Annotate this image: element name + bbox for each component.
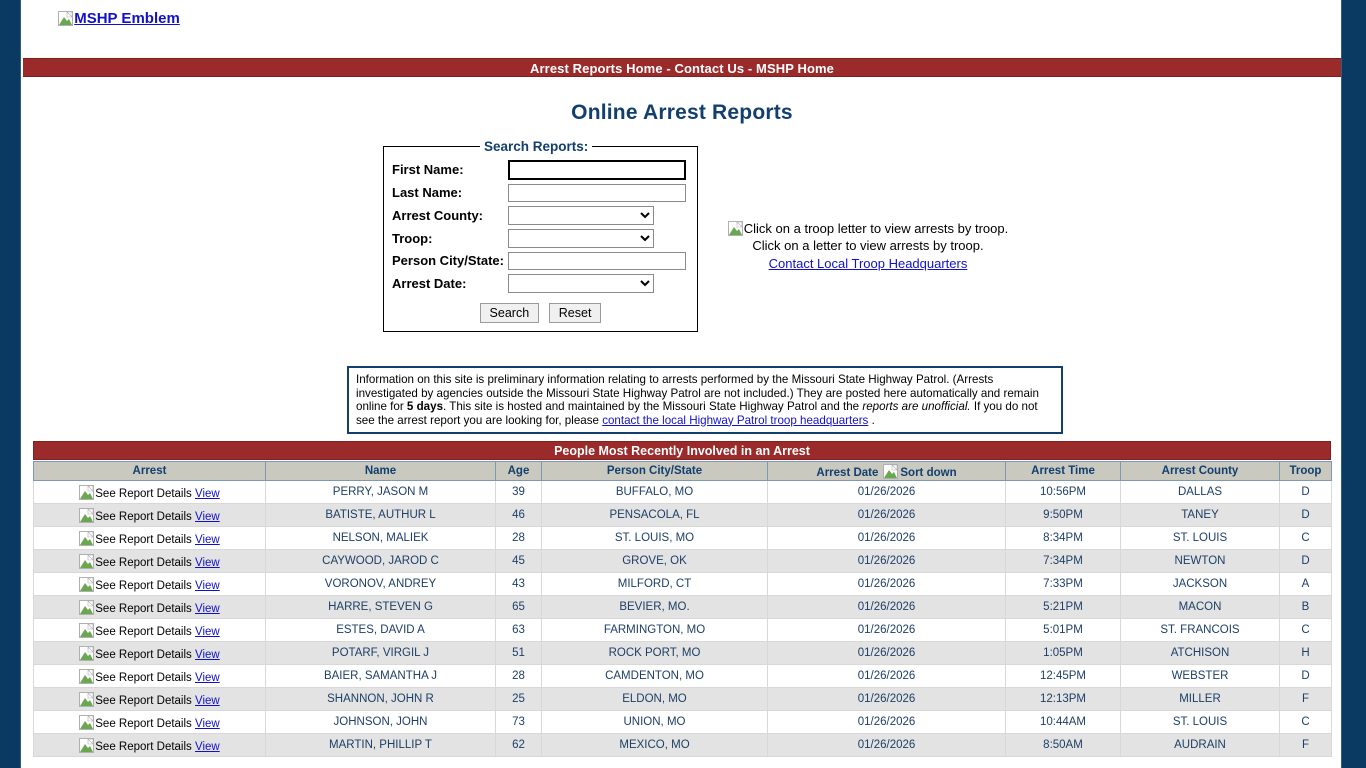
table-row [34,504,1332,527]
cell-arrest-details [34,527,266,550]
column-header-label: Arrest County [1161,465,1239,477]
cell-troop: D [1280,504,1332,527]
disclaimer-bold-days: 5 days [406,400,444,413]
table-row [34,665,1332,688]
column-header-arrest-county[interactable] [1121,462,1280,481]
cell-name: SHANNON, JOHN R [266,688,496,711]
results-table-head [34,462,1332,481]
troop-select[interactable] [508,229,654,248]
column-header-label: Arrest Time [1031,465,1095,477]
column-header-person-city-state[interactable] [542,462,768,481]
page-frame [20,0,1342,768]
search-buttons [392,295,689,323]
person-city-state-label: Person City/State: [392,253,504,268]
see-report-details-alt-text: See Report Details [95,625,192,638]
cell-name: BATISTE, AUTHUR L [266,504,496,527]
sort-indicator-alt-text: Sort down [900,466,957,479]
cell-person-city-state: MILFORD, CT [542,573,768,596]
page-title: Online Arrest Reports [571,101,793,124]
column-header-name[interactable] [266,462,496,481]
broken-image-icon [79,646,94,661]
cell-arrest-date: 01/26/2026 [768,734,1006,757]
see-report-details-alt-text: See Report Details [95,717,192,730]
column-header-label: Troop [1289,465,1322,477]
column-header-age[interactable] [496,462,542,481]
view-report-link[interactable]: View [195,625,220,638]
broken-image-icon [79,485,94,500]
emblem-alt-text: MSHP Emblem [74,10,180,27]
masthead [23,0,1341,58]
top-navbar [23,58,1341,77]
cell-person-city-state: MEXICO, MO [542,734,768,757]
cell-arrest-time: 8:34PM [1006,527,1121,550]
broken-image-icon [79,738,94,753]
broken-image-icon [79,554,94,569]
cell-arrest-details [34,734,266,757]
cell-arrest-time: 12:45PM [1006,665,1121,688]
cell-arrest-time: 5:01PM [1006,619,1121,642]
view-report-link[interactable]: View [195,533,220,546]
cell-arrest-details [34,711,266,734]
table-row [34,642,1332,665]
arrest-county-cell [508,204,689,227]
cell-arrest-date: 01/26/2026 [768,665,1006,688]
troop-label: Troop: [392,230,433,246]
broken-image-icon [79,600,94,615]
view-report-link[interactable]: View [195,556,220,569]
cell-arrest-county: JACKSON [1121,573,1280,596]
column-header-arrest[interactable] [34,462,266,481]
cell-person-city-state: PENSACOLA, FL [542,504,768,527]
cell-name: CAYWOOD, JAROD C [266,550,496,573]
reset-button[interactable]: Reset [549,303,602,323]
troop-instruction: Click on a letter to view arrests by troop. [752,238,984,253]
table-row [34,596,1332,619]
cell-name: NELSON, MALIEK [266,527,496,550]
troop-map-alt-text: Click on a troop letter to view arrests by troop. [743,221,1009,236]
cell-troop: H [1280,642,1332,665]
column-header-label: Person City/State [606,465,703,477]
view-report-link[interactable]: View [195,740,220,753]
cell-arrest-date: 01/26/2026 [768,596,1006,619]
column-header-label: Name [364,465,397,477]
cell-troop: D [1280,550,1332,573]
sort-down-icon [883,467,899,479]
arrest-county-label: Arrest County: [392,207,484,223]
column-header-label: Arrest Date [816,466,879,479]
cell-person-city-state: UNION, MO [542,711,768,734]
cell-troop: C [1280,619,1332,642]
see-report-details-alt-text: See Report Details [95,648,192,661]
cell-age: 73 [496,711,542,734]
cell-age: 28 [496,527,542,550]
disclaimer-italic-unofficial: reports are unofficial. [862,400,971,413]
troop-map-image-row [713,221,1023,237]
broken-image-icon [79,692,94,707]
arrest-county-select[interactable] [508,206,654,225]
cell-age: 45 [496,550,542,573]
cell-person-city-state: ST. LOUIS, MO [542,527,768,550]
see-report-details-alt-text: See Report Details [95,671,192,684]
cell-age: 65 [496,596,542,619]
cell-troop: D [1280,481,1332,504]
search-button[interactable]: Search [480,303,540,323]
cell-arrest-county: ATCHISON [1121,642,1280,665]
cell-person-city-state: ELDON, MO [542,688,768,711]
troop-row [392,227,689,250]
cell-person-city-state: FARMINGTON, MO [542,619,768,642]
first-name-label: First Name: [392,162,464,177]
cell-arrest-time: 12:13PM [1006,688,1121,711]
last-name-cell [508,182,689,204]
cell-arrest-county: MILLER [1121,688,1280,711]
cell-person-city-state: BEVIER, MO. [542,596,768,619]
view-report-link[interactable]: View [195,579,220,592]
cell-person-city-state: GROVE, OK [542,550,768,573]
view-report-link[interactable]: View [195,602,220,615]
column-header-arrest-time[interactable] [1006,462,1121,481]
cell-arrest-county: AUDRAIN [1121,734,1280,757]
broken-image-icon [883,464,898,479]
see-report-details-alt-text: See Report Details [95,510,192,523]
table-row [34,527,1332,550]
cell-person-city-state: CAMDENTON, MO [542,665,768,688]
cell-arrest-county: WEBSTER [1121,665,1280,688]
person-city-state-cell [508,250,689,272]
cell-arrest-details [34,573,266,596]
broken-image-icon [58,11,73,26]
contact-local-troop-hq-link[interactable]: Contact Local Troop Headquarters [768,256,968,271]
cell-arrest-time: 8:50AM [1006,734,1121,757]
table-row [34,619,1332,642]
results-table-body [34,481,1332,757]
see-report-details-alt-text: See Report Details [95,740,192,753]
broken-image-icon [79,508,94,523]
table-row [34,734,1332,757]
arrest-county-row [392,204,689,227]
cell-age: 25 [496,688,542,711]
cell-arrest-county: ST. LOUIS [1121,527,1280,550]
person-city-state-row [392,250,689,272]
disclaimer-part-3: If you do not see the arrest report you are looking for, please [356,400,1038,427]
arrest-date-label: Arrest Date: [392,275,467,291]
cell-arrest-date: 01/26/2026 [768,504,1006,527]
cell-person-city-state: BUFFALO, MO [542,481,768,504]
cell-arrest-details [34,550,266,573]
cell-arrest-county: ST. LOUIS [1121,711,1280,734]
cell-name: ESTES, DAVID A [266,619,496,642]
arrest-results-table [33,461,1332,757]
cell-age: 62 [496,734,542,757]
mshp-emblem-link[interactable] [29,10,209,28]
disclaimer-part-2: . This site is hosted and maintained by the Missouri State Highway Patrol and the [443,400,863,413]
results-caption: People Most Recently Involved in an Arrest [33,441,1331,460]
table-row [34,550,1332,573]
last-name-row [392,182,689,204]
troop-map-panel [713,221,1023,272]
cell-arrest-time: 7:33PM [1006,573,1121,596]
broken-image-icon [79,623,94,638]
cell-name: MARTIN, PHILLIP T [266,734,496,757]
content-area [23,0,1341,768]
cell-arrest-date: 01/26/2026 [768,481,1006,504]
first-name-row [392,158,689,182]
cell-troop: B [1280,596,1332,619]
cell-name: PERRY, JASON M [266,481,496,504]
last-name-input[interactable] [508,184,686,202]
cell-arrest-county: MACON [1121,596,1280,619]
cell-arrest-details [34,688,266,711]
last-name-label: Last Name: [392,185,463,200]
nav-contact-us[interactable]: Contact Us [674,61,745,76]
column-header-label: Age [507,465,530,477]
cell-arrest-time: 7:34PM [1006,550,1121,573]
table-row [34,481,1332,504]
see-report-details-alt-text: See Report Details [95,579,192,592]
cell-troop: F [1280,688,1332,711]
person-city-state-input[interactable] [508,252,686,270]
nav-separator-2: - [744,61,757,76]
cell-arrest-time: 1:05PM [1006,642,1121,665]
cell-arrest-date: 01/26/2026 [768,642,1006,665]
see-report-details-alt-text: See Report Details [95,694,192,707]
cell-arrest-date: 01/26/2026 [768,573,1006,596]
see-report-details-alt-text: See Report Details [95,602,192,615]
cell-troop: F [1280,734,1332,757]
cell-arrest-time: 9:50PM [1006,504,1121,527]
cell-name: HARRE, STEVEN G [266,596,496,619]
broken-image-icon [79,669,94,684]
cell-arrest-date: 01/26/2026 [768,688,1006,711]
cell-arrest-details [34,596,266,619]
cell-arrest-details [34,619,266,642]
cell-age: 39 [496,481,542,504]
table-row [34,573,1332,596]
cell-arrest-time: 5:21PM [1006,596,1121,619]
cell-arrest-county: TANEY [1121,504,1280,527]
cell-age: 28 [496,665,542,688]
arrest-date-row [392,272,689,295]
cell-person-city-state: ROCK PORT, MO [542,642,768,665]
cell-arrest-time: 10:44AM [1006,711,1121,734]
cell-troop: D [1280,665,1332,688]
cell-arrest-date: 01/26/2026 [768,711,1006,734]
search-section [23,139,1341,339]
view-report-link[interactable]: View [195,694,220,707]
broken-image-icon [79,531,94,546]
column-header-troop[interactable] [1280,462,1332,481]
results-section [33,441,1331,757]
cell-arrest-details [34,642,266,665]
disclaimer-box [347,366,1063,434]
column-header-arrest-date[interactable] [768,462,1006,481]
cell-arrest-county: DALLAS [1121,481,1280,504]
cell-age: 63 [496,619,542,642]
cell-name: JOHNSON, JOHN [266,711,496,734]
column-header-label: Arrest [132,465,167,477]
cell-arrest-county: NEWTON [1121,550,1280,573]
view-report-link[interactable]: View [195,510,220,523]
see-report-details-alt-text: See Report Details [95,533,192,546]
nav-arrest-reports-home[interactable]: Arrest Reports Home [530,61,663,76]
cell-name: BAIER, SAMANTHA J [266,665,496,688]
view-report-link[interactable]: View [195,717,220,730]
see-report-details-alt-text: See Report Details [95,556,192,569]
nav-separator-1: - [662,61,675,76]
cell-arrest-date: 01/26/2026 [768,527,1006,550]
troop-cell [508,227,689,250]
disclaimer-hq-link[interactable]: contact the local Highway Patrol troop headquarters [602,413,869,427]
cell-arrest-date: 01/26/2026 [768,619,1006,642]
cell-arrest-details [34,504,266,527]
search-reports-fieldset [383,139,698,332]
see-report-details-alt-text: See Report Details [95,487,192,500]
table-row [34,688,1332,711]
cell-arrest-time: 10:56PM [1006,481,1121,504]
disclaimer-part-1: Information on this site is preliminary information relating to arrests performed by the Missouri State Highway Patrol. (Arrests investigated by agencies outside the Missouri State Highway Patrol are not included.) They are posted here automatically and remain online for [356,373,1039,413]
cell-troop: A [1280,573,1332,596]
cell-arrest-date: 01/26/2026 [768,550,1006,573]
cell-name: VORONOV, ANDREY [266,573,496,596]
cell-age: 46 [496,504,542,527]
cell-age: 51 [496,642,542,665]
view-report-link[interactable]: View [195,671,220,684]
search-legend: Search Reports: [484,139,589,154]
first-name-cell [508,158,689,182]
cell-arrest-details [34,665,266,688]
first-name-input[interactable] [508,160,686,180]
cell-troop: C [1280,711,1332,734]
disclaimer-part-4: . [868,413,875,427]
search-form-table [392,158,689,295]
cell-troop: C [1280,527,1332,550]
nav-mshp-home[interactable]: MSHP Home [756,61,834,76]
cell-age: 43 [496,573,542,596]
view-report-link[interactable]: View [195,648,220,661]
cell-arrest-details [34,481,266,504]
cell-name: POTARF, VIRGIL J [266,642,496,665]
results-header-row [34,462,1332,481]
broken-image-icon [79,577,94,592]
cell-arrest-county: ST. FRANCOIS [1121,619,1280,642]
broken-image-icon [728,221,743,236]
broken-image-icon [79,715,94,730]
arrest-date-cell [508,272,689,295]
view-report-link[interactable]: View [195,487,220,500]
table-row [34,711,1332,734]
arrest-date-select[interactable] [508,274,654,293]
